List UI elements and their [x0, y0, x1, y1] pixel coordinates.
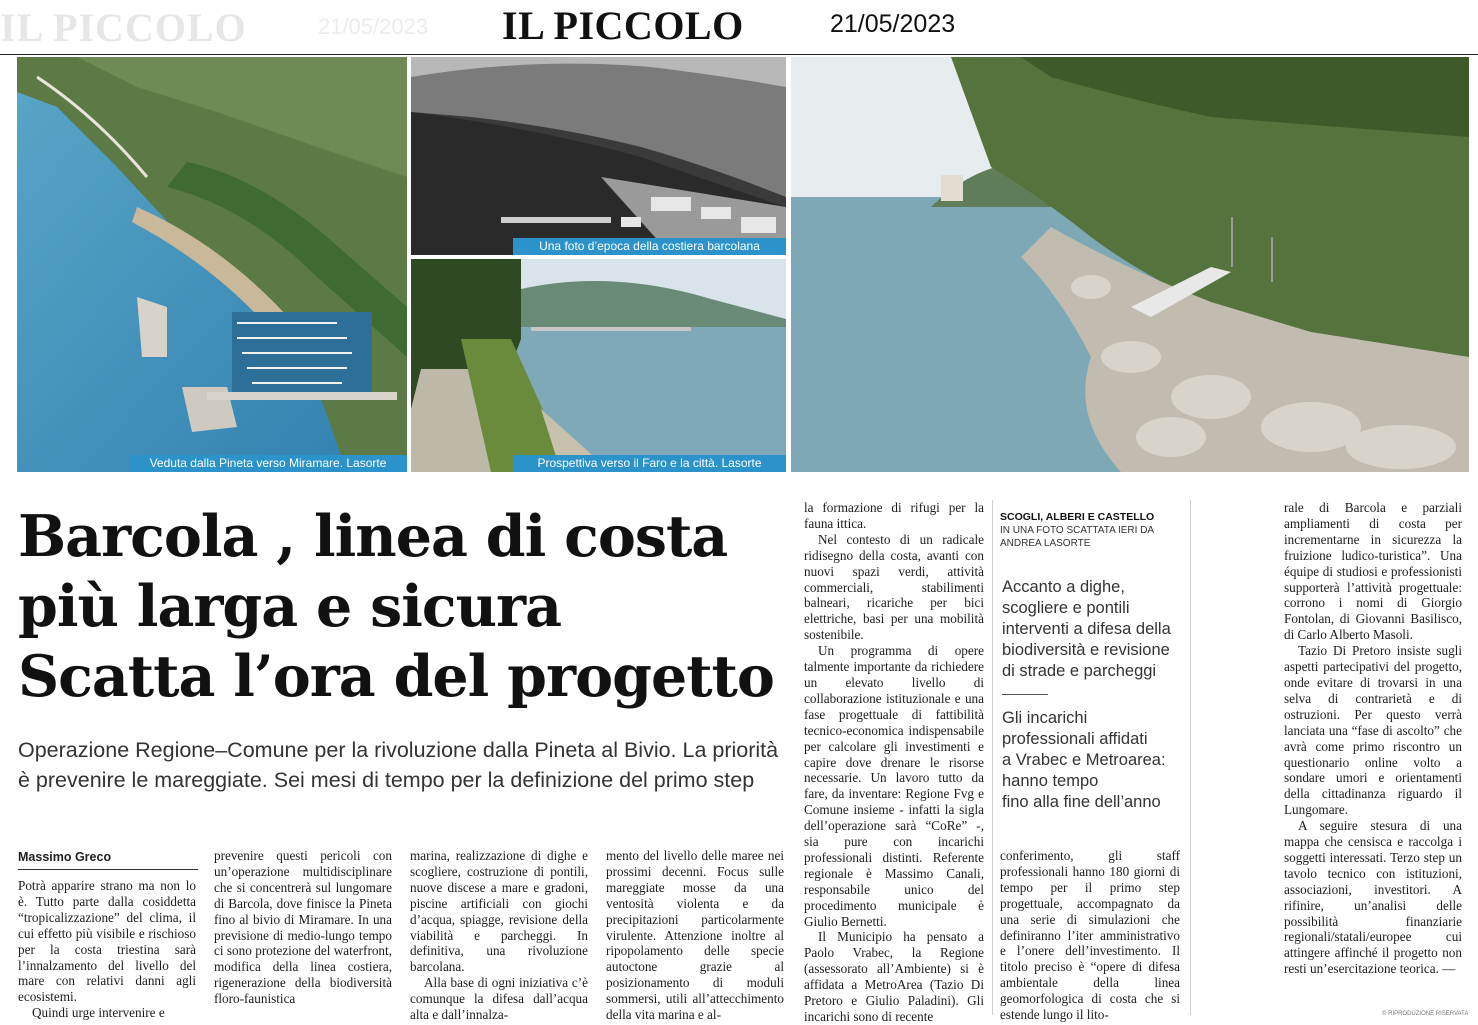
pull-quote-line: interventi a difesa della: [1002, 620, 1171, 638]
photo-rocks-castle: [791, 57, 1469, 472]
article-column-1: [18, 878, 196, 1021]
paragraph: marina, realizzazione di dighe e scogliere, costruzione di pontili, nuove discese a mare e gradoni, piscine artificiali con giochi d’acqua, spiagge, revisione della viabilità e parcheggi. In definitiva, una rivoluzione barcolana.: [410, 848, 588, 975]
ghost-masthead-date: 21/05/2023: [318, 14, 429, 39]
pull-quote-line: hanno tempo: [1002, 772, 1099, 790]
paragraph: rale di Barcola e parziali ampliamenti di costa per incrementarne in sicurezza la fruizione ludico-turistica”. Una équipe di studiosi e professionisti supporterà l’attività progettuale: corrono i nomi di Giorgio Fontolan, di Giovanni Basilisco, di Carlo Alberto Masoli.: [1284, 500, 1462, 643]
photo-kicker: SCOGLI, ALBERI E CASTELLO: [1000, 511, 1155, 523]
paragraph: Un programma di opere talmente importante da richiedere un elevato livello di collaborazione istituzionale e una fase progettuale di fattibilità tecnico-economica indispensabile per calcolare gli investimenti e capire dove drenare le risorse necessarie. Un lavoro tutto da fare, da inventare: Regione Fvg e Comune insieme - infatti la sigla dell’operazione sarà “CoRe” -, sia pure con incarichi professionali distinti. Referente regionale è Massimo Canali, responsabile unico del procedimento municipale è Giulio Bernetti.: [804, 643, 984, 929]
article-column-6: [1000, 848, 1180, 1023]
pull-quote-line: a Vrabec e Metroarea:: [1002, 751, 1166, 769]
subheadline-line-2: è prevenire le mareggiate. Sei mesi di tempo per la definizione del primo step: [18, 768, 755, 792]
headline-line-3: Scatta l’ora del progetto: [18, 643, 774, 710]
paragraph: Nel contesto di un radicale ridisegno della costa, avanti con nuovi spazi verdi, attività commerciali, stabilimenti balneari, ricariche per bici elettriche, basi per una mobilità sostenibile.: [804, 531, 984, 643]
pull-quote-line: professionali affidati: [1002, 730, 1148, 748]
pull-quote-line: di strade e parcheggi: [1002, 662, 1157, 680]
pull-quote-line: Gli incarichi: [1002, 709, 1088, 727]
photo-caption-vintage: Una foto d’epoca della costiera barcolana: [513, 238, 786, 255]
paragraph: la formazione di rifugi per la fauna ittica.: [804, 500, 984, 531]
pull-quote-line: fino alla fine dell’anno: [1002, 793, 1161, 811]
paragraph: Il Municipio ha pensato a Paolo Vrabec, la Regione (assessorato all’Ambiente) si è affidata a MetroArea (Tazio Di Pretoro e Giulio Paladini). Gli incarichi sono di recente: [804, 929, 984, 1024]
photo-vintage-coast: [411, 57, 786, 255]
paragraph: Potrà apparire strano ma non lo è. Tutto parte dalla cosiddetta “tropicalizzazione” del clima, il cui effetto più visibile e rischioso per la costa triestina sarà l’innalzamento del livello del mare con relativi danni agli ecosistemi.: [18, 878, 196, 1005]
photo-aerial-marina: [17, 57, 407, 472]
masthead-rule: [0, 54, 1478, 55]
photo-promenade: [411, 259, 786, 472]
pull-quote-divider: [1002, 694, 1048, 695]
masthead-logo: IL PICCOLO: [502, 3, 744, 48]
pull-quote-2: [1002, 708, 1166, 813]
ghost-masthead-logo: IL PICCOLO: [0, 5, 247, 50]
pull-quote-line: Accanto a dighe,: [1002, 578, 1125, 596]
masthead-date: 21/05/2023: [830, 10, 956, 38]
column-divider: [992, 500, 993, 1015]
paragraph: prevenire questi pericoli con un’operazione multidisciplinare che si concentrerà sul lungomare di Barcola, dove finisce la Pineta fino al bivio di Miramare. In una previsione di medio-lungo tempo ci sono protezione del waterfront, modifica della linea costiera, rigenerazione della biodiversità floro-faunistica: [214, 848, 392, 1007]
photo-caption-promenade: Prospettiva verso il Faro e la città. Lasorte: [513, 455, 786, 472]
article-column-4: [606, 848, 784, 1023]
paragraph: Tazio Di Pretoro insiste sugli aspetti partecipativi del progetto, onde evitare di trovarsi in una selva di contrarietà e di ostruzioni. Per questo verrà lanciata una “fase di ascolto” che avrà come primo riscontro un questionario online volto a sondare umori e orientamenti della cittadinanza riguardo il Lungomare.: [1284, 643, 1462, 818]
paragraph: Quindi urge intervenire e: [32, 1005, 165, 1021]
pull-quote-line: biodiversità e revisione: [1002, 641, 1170, 659]
article-column-2: [214, 848, 392, 1007]
article-column-7: [1284, 500, 1462, 977]
photo-credit: IN UNA FOTO SCATTATA IERI DA ANDREA LASORTE: [1000, 525, 1154, 549]
subheadline: [18, 735, 808, 795]
pull-quote-1: [1002, 577, 1171, 682]
headline: [18, 502, 808, 712]
paragraph: mento del livello delle maree nei prossimi decenni. Focus sulle mareggiate mosse da una ventosità violenta e da precipitazioni particolarmente virulente. Attenzione inoltre al ripopolamento delle specie autoctone grazie al posizionamento di moduli sommersi, utili all’attecchimento della vita marina e al-: [606, 848, 784, 1023]
subheadline-line-1: Operazione Regione–Comune per la rivoluzione dalla Pineta al Bivio. La priorità: [18, 738, 779, 762]
byline: Massimo Greco: [18, 850, 198, 870]
headline-line-1: Barcola , linea di costa: [18, 503, 728, 570]
pull-quote-line: scogliere e pontili: [1002, 599, 1130, 617]
copyright-note: © RIPRODUZIONE RISERVATA: [1382, 1011, 1469, 1017]
headline-line-2: più larga e sicura: [18, 573, 562, 640]
column-divider: [1190, 500, 1191, 1015]
article-column-5: [804, 500, 984, 1025]
paragraph: Alla base di ogni iniziativa c’è comunque la difesa dall’acqua alta e dall’innalza-: [410, 975, 588, 1023]
paragraph: A seguire stesura di una mappa che censisca e raccolga i soggetti interessati. Terzo step un tavolo tecnico con istituzioni, associazioni, investitori. A rifinire, un’analisi delle possibilità finanziarie regionali/statali/europee cui attingere affinché il progetto non resti un’esercitazione teorica. —: [1284, 818, 1462, 977]
photo-caption-aerial: Veduta dalla Pineta verso Miramare. Lasorte: [129, 455, 407, 472]
article-column-3: [410, 848, 588, 1023]
paragraph: conferimento, gli staff professionali hanno 180 giorni di tempo per il primo step progettuale, accompagnato da una serie di simulazioni che definiranno l’iter amministrativo e l’onere dell’investimento. Il titolo preciso è “opere di difesa ambientale della linea geomorfologica di costa che si estende lungo il lito-: [1000, 848, 1180, 1023]
